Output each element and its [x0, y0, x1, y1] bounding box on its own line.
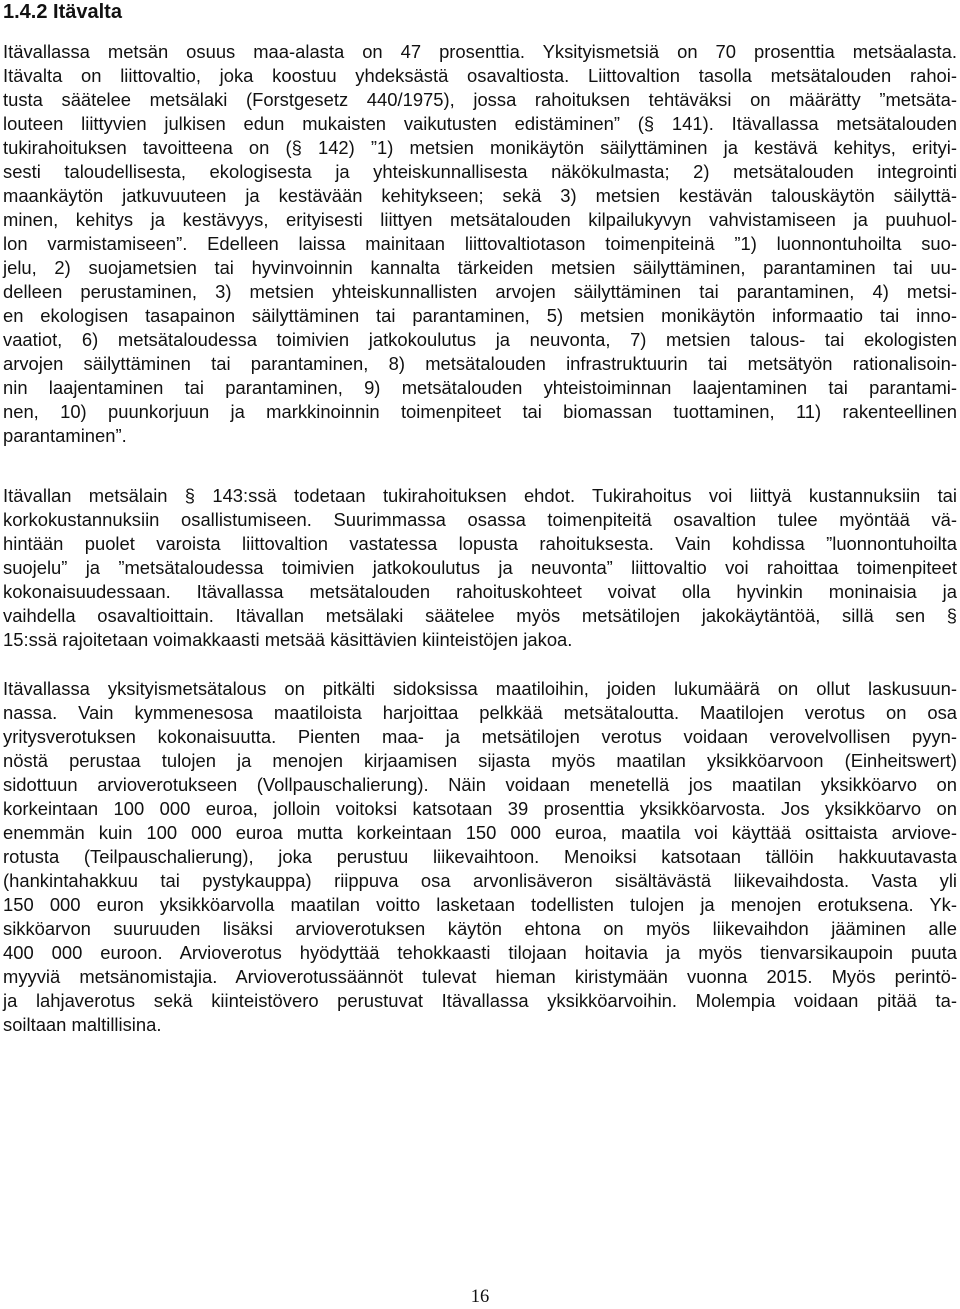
text-line: nen, 10) puunkorjuun ja markkinoinnin toimenpiteet tai biomassan tuottaminen, 11) rakenteellinen	[3, 401, 957, 422]
text-line: 150 000 euron yksikköarvolla maatilan voitto lasketaan todellisten tulojen ja menojen erotuksena. Yk-	[3, 894, 957, 915]
text-line: soiltaan maltillisina.	[3, 1014, 162, 1035]
text-line: en ekologisen tasapainon säilyttäminen tai parantaminen, 5) metsien monikäytön informaatio tai inno-	[3, 305, 957, 326]
text-line: sikköarvon suuruuden lisäksi arvioverotuksen käytön ehtona on myös liikevaihdon jääminen alle	[3, 918, 957, 939]
text-line: lon varmistamiseen”. Edelleen laissa mainitaan liittovaltiotason toimenpiteinä ”1) luonnontuhoilta suo-	[3, 233, 957, 254]
text-line: vaatiot, 6) metsätaloudessa toimivien jatkokoulutus ja neuvonta, 7) metsien talous- tai ekologisten	[3, 329, 957, 350]
text-line: Itävallassa metsän osuus maa-alasta on 47 prosenttia. Yksityismetsiä on 70 prosenttia metsäalasta.	[3, 41, 957, 62]
text-line: korkokustannuksiin osallistumiseen. Suurimmassa osassa toimenpiteitä osavaltion tulee myöntää vä-	[3, 509, 957, 530]
text-line: (hankintahakkuu tai pystykauppa) riippuva osa arvonlisäveron sisältävästä liikevaihdosta. Vasta yli	[3, 870, 957, 891]
text-line: arvojen säilyttäminen tai parantaminen, 8) metsätalouden infrastruktuurin tai metsätyön rationalisoin-	[3, 353, 957, 374]
page-number: 16	[470, 1287, 490, 1307]
paragraph	[3, 677, 957, 1037]
text-line: suojelu” ja ”metsätaloudessa toimivien jatkokoulutus ja neuvonta” liittovaltio voi rahoittaa toimenpiteet	[3, 557, 957, 578]
text-line: hintään puolet varoista liittovaltion vastatessa lopusta rahoituksesta. Vain kohdissa ”luonnontuhoilta	[3, 533, 957, 554]
text-line: nin laajentaminen tai parantaminen, 9) metsätalouden yhteistoiminnan laajentaminen tai parantami-	[3, 377, 957, 398]
text-line: sidottuun arvioverotukseen (Vollpauschalierung). Näin voidaan menetellä jos maatilan yksikköarvo on	[3, 774, 957, 795]
text-line: korkeintaan 100 000 euroa, jolloin voitoksi katsotaan 39 prosenttia yksikköarvosta. Jos yksikköarvo on	[3, 798, 957, 819]
text-line: rotusta (Teilpauschalierung), joka perustuu liikevaihtoon. Menoiksi katsotaan tällöin hakkuutavasta	[3, 846, 957, 867]
text-line: parantaminen”.	[3, 425, 127, 446]
text-line: maankäytön jatkuvuuteen ja kestävään kehitykseen; sekä 3) metsien kestävän talouskäytön säilyttä-	[3, 185, 957, 206]
text-line: Itävalta on liittovaltio, joka koostuu yhdeksästä osavaltiosta. Liittovaltion tasolla metsätalouden rahoi-	[3, 65, 957, 86]
text-line: louteen liittyvien julkisen edun mukaisten vaikutusten edistäminen” (§ 141). Itävallassa metsätalouden	[3, 113, 957, 134]
text-line: Itävallassa yksityismetsätalous on pitkälti sidoksissa maatiloihin, joiden lukumäärä on ollut laskusuun-	[3, 678, 957, 699]
paragraph	[3, 484, 957, 652]
text-line: sesti taloudellisesta, ekologisesta ja yhteiskunnallisesta näkökulmasta; 2) metsätalouden integrointi	[3, 161, 957, 182]
text-line: yritysverotuksen kokonaisuutta. Pienten maa- ja metsätilojen verotus voidaan verovelvollisen pyyn-	[3, 726, 957, 747]
text-line: delleen perustaminen, 3) metsien yhteiskunnallisten arvojen säilyttäminen tai parantaminen, 4) metsi-	[3, 281, 957, 302]
text-line: 15:ssä rajoitetaan voimakkaasti metsää käsittävien kiinteistöjen jakoa.	[3, 629, 573, 650]
text-line: enemmän kuin 100 000 euroa mutta korkeintaan 150 000 euroa, maatila voi käyttää osittaista arviove-	[3, 822, 957, 843]
text-line: vaihdella osavaltioittain. Itävallan metsälaki säätelee myös metsätilojen jakokäytäntöä, sillä sen §	[3, 605, 957, 626]
text-line: tukirahoituksen tavoitteena on (§ 142) ”1) metsien monikäytön säilyttäminen ja kestävä kehitys, erityi-	[3, 137, 957, 158]
text-line: myyviä metsänomistajia. Arvioverotussäännöt tulevat hieman kiristymään vuonna 2015. Myös perintö-	[3, 966, 957, 987]
text-line: minen, kehitys ja kestävyys, erityisesti liittyen metsätalouden kilpailukyvyn vahvistamiseen ja puuhuol-	[3, 209, 957, 230]
paragraph	[3, 40, 957, 448]
text-line: 400 000 euroon. Arvioverotus hyödyttää tehokkaasti tilojaan hoitavia ja myös tienvarsikaupoin puuta	[3, 942, 957, 963]
text-line: tusta säätelee metsälaki (Forstgesetz 440/1975), jossa rahoituksen tehtäväksi on määrätty ”metsäta-	[3, 89, 957, 110]
text-line: nassa. Vain kymmenesosa maatiloista harjoittaa pelkkää metsätaloutta. Maatilojen verotus on osa	[3, 702, 957, 723]
text-line: kokonaisuudessaan. Itävallassa metsätalouden rahoituskohteet voivat olla hyvinkin moninaisia ja	[3, 581, 957, 602]
section-heading: 1.4.2 Itävalta	[3, 1, 122, 23]
text-line: ja lahjaverotus sekä kiinteistövero perustuvat Itävallassa yksikköarvoihin. Molempia voidaan pitää ta-	[3, 990, 957, 1011]
text-line: Itävallan metsälain § 143:ssä todetaan tukirahoituksen ehdot. Tukirahoitus voi liittyä kustannuksiin tai	[3, 485, 957, 506]
text-line: nöstä perustaa tulojen ja menojen kirjaamisen sijasta myös maatilan yksikköarvoon (Einheitswert)	[3, 750, 957, 771]
text-line: jelu, 2) suojametsien tai hyvinvoinnin kannalta tärkeiden metsien säilyttäminen, parantaminen tai uu-	[3, 257, 957, 278]
